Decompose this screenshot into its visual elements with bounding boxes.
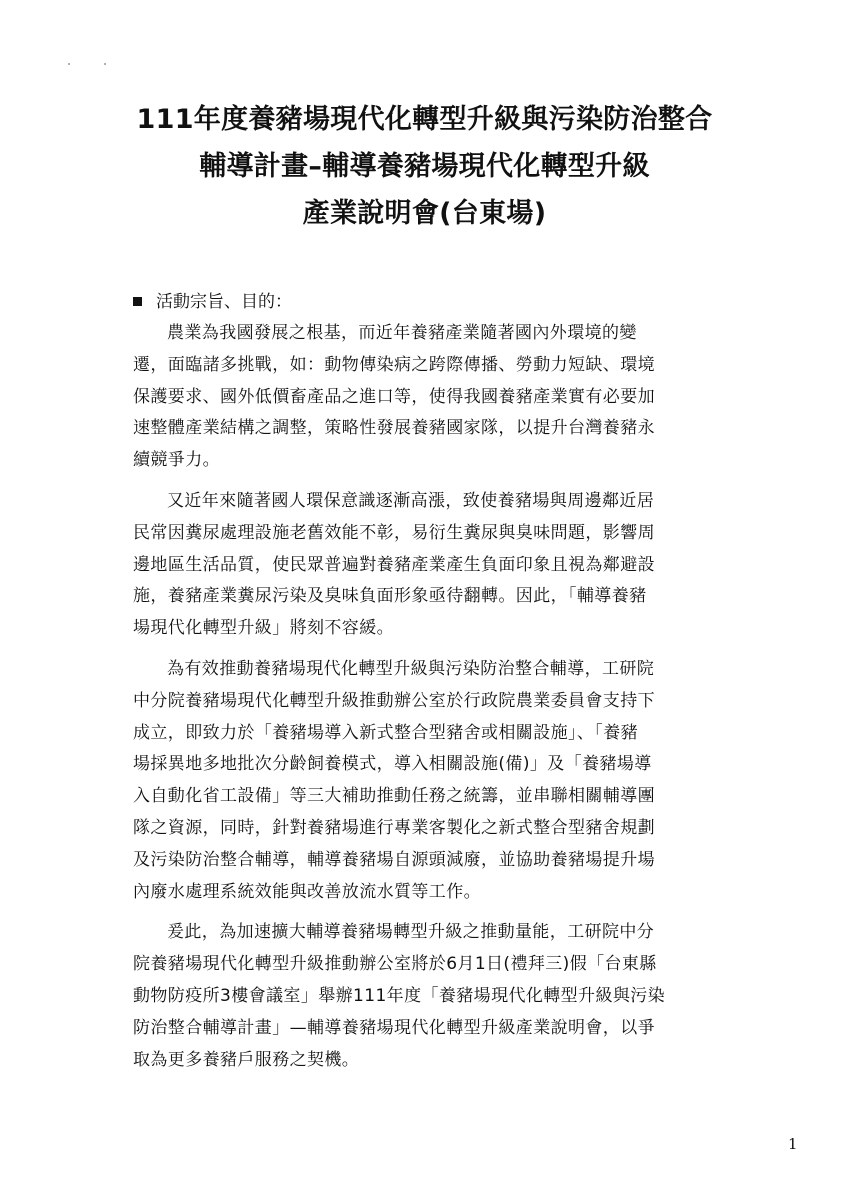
paragraph-line: 邊地區生活品質，使民眾普遍對養豬產業產生負面印象且視為鄰避設	[133, 554, 655, 575]
paragraph-line: 防治整合輔導計畫」—輔導養豬場現代化轉型升級產業說明會，以爭	[133, 1017, 655, 1038]
paragraph-line: 農業為我國發展之根基，而近年養豬產業隨著國內外環境的變	[167, 323, 637, 343]
paragraph-line: 施，養豬產業糞尿污染及臭味負面形象亟待翻轉。因此，「輔導養豬	[133, 586, 647, 607]
title-line-3: 產業說明會(台東場)	[302, 198, 547, 229]
title-line-2: 輔導計畫–輔導養豬場現代化轉型升級	[199, 151, 650, 182]
paragraph	[133, 318, 733, 477]
page-number: 1	[788, 1135, 798, 1153]
paragraph-line: 中分院養豬場現代化轉型升級推動辦公室於行政院農業委員會支持下	[133, 690, 655, 711]
paragraph-line: 入自動化省工設備」等三大補助推動任務之統籌，並串聯相關輔導團	[133, 786, 655, 807]
paragraph-line: 內廢水處理系統效能與改善放流水質等工作。	[133, 881, 481, 902]
paragraph-line: 場現代化轉型升級」將刻不容緩。	[133, 618, 394, 639]
paragraph-line: 爰此，為加速擴大輔導養豬場轉型升級之推動量能，工研院中分	[167, 922, 655, 943]
paragraph	[133, 486, 733, 645]
paragraph-line: 又近年來隨著國人環保意識逐漸高漲，致使養豬場與周邊鄰近居	[167, 490, 655, 511]
section-heading	[133, 290, 292, 314]
paragraph	[133, 654, 733, 908]
paragraph-line: 動物防疫所3樓會議室」舉辦111年度「養豬場現代化轉型升級與污染	[133, 985, 666, 1006]
paragraph-line: 取為更多養豬戶服務之契機。	[133, 1049, 360, 1070]
paragraph-line: 院養豬場現代化轉型升級推動辦公室將於6月1日(禮拜三)假「台東縣	[133, 954, 657, 975]
paragraph-line: 續競爭力。	[133, 450, 220, 471]
paragraph-line: 保護要求、國外低價畜產品之進口等，使得我國養豬產業實有必要加	[133, 386, 655, 407]
section-heading-text: 活動宗旨、目的：	[156, 292, 292, 312]
paragraph-line: 遷，面臨諸多挑戰，如：動物傳染病之跨際傳播、勞動力短缺、環境	[133, 354, 655, 375]
scan-speck	[104, 63, 106, 65]
paragraph-line: 民常因糞尿處理設施老舊效能不彰，易衍生糞尿與臭味問題，影響周	[133, 522, 655, 543]
paragraph-line: 成立，即致力於「養豬場導入新式整合型豬舍或相關設施」、「養豬	[133, 722, 638, 743]
scan-speck	[68, 63, 70, 65]
paragraph-line: 及污染防治整合輔導，輔導養豬場自源頭減廢，並協助養豬場提升場	[133, 849, 655, 870]
paragraph-line: 為有效推動養豬場現代化轉型升級與污染防治整合輔導，工研院	[167, 658, 655, 679]
document-title	[60, 96, 789, 237]
paragraph-line: 隊之資源，同時，針對養豬場進行專業客製化之新式整合型豬舍規劃	[133, 817, 655, 838]
paragraph-line: 速整體產業結構之調整，策略性發展養豬國家隊，以提升台灣養豬永	[133, 418, 655, 439]
square-bullet-icon	[133, 297, 142, 306]
paragraph-line: 場採異地多地批次分齡飼養模式，導入相關設施(備)」及「養豬場導	[133, 754, 652, 775]
title-line-1: 111年度養豬場現代化轉型升級與污染防治整合	[136, 104, 713, 135]
body-text	[133, 318, 733, 1085]
paragraph	[133, 917, 733, 1076]
